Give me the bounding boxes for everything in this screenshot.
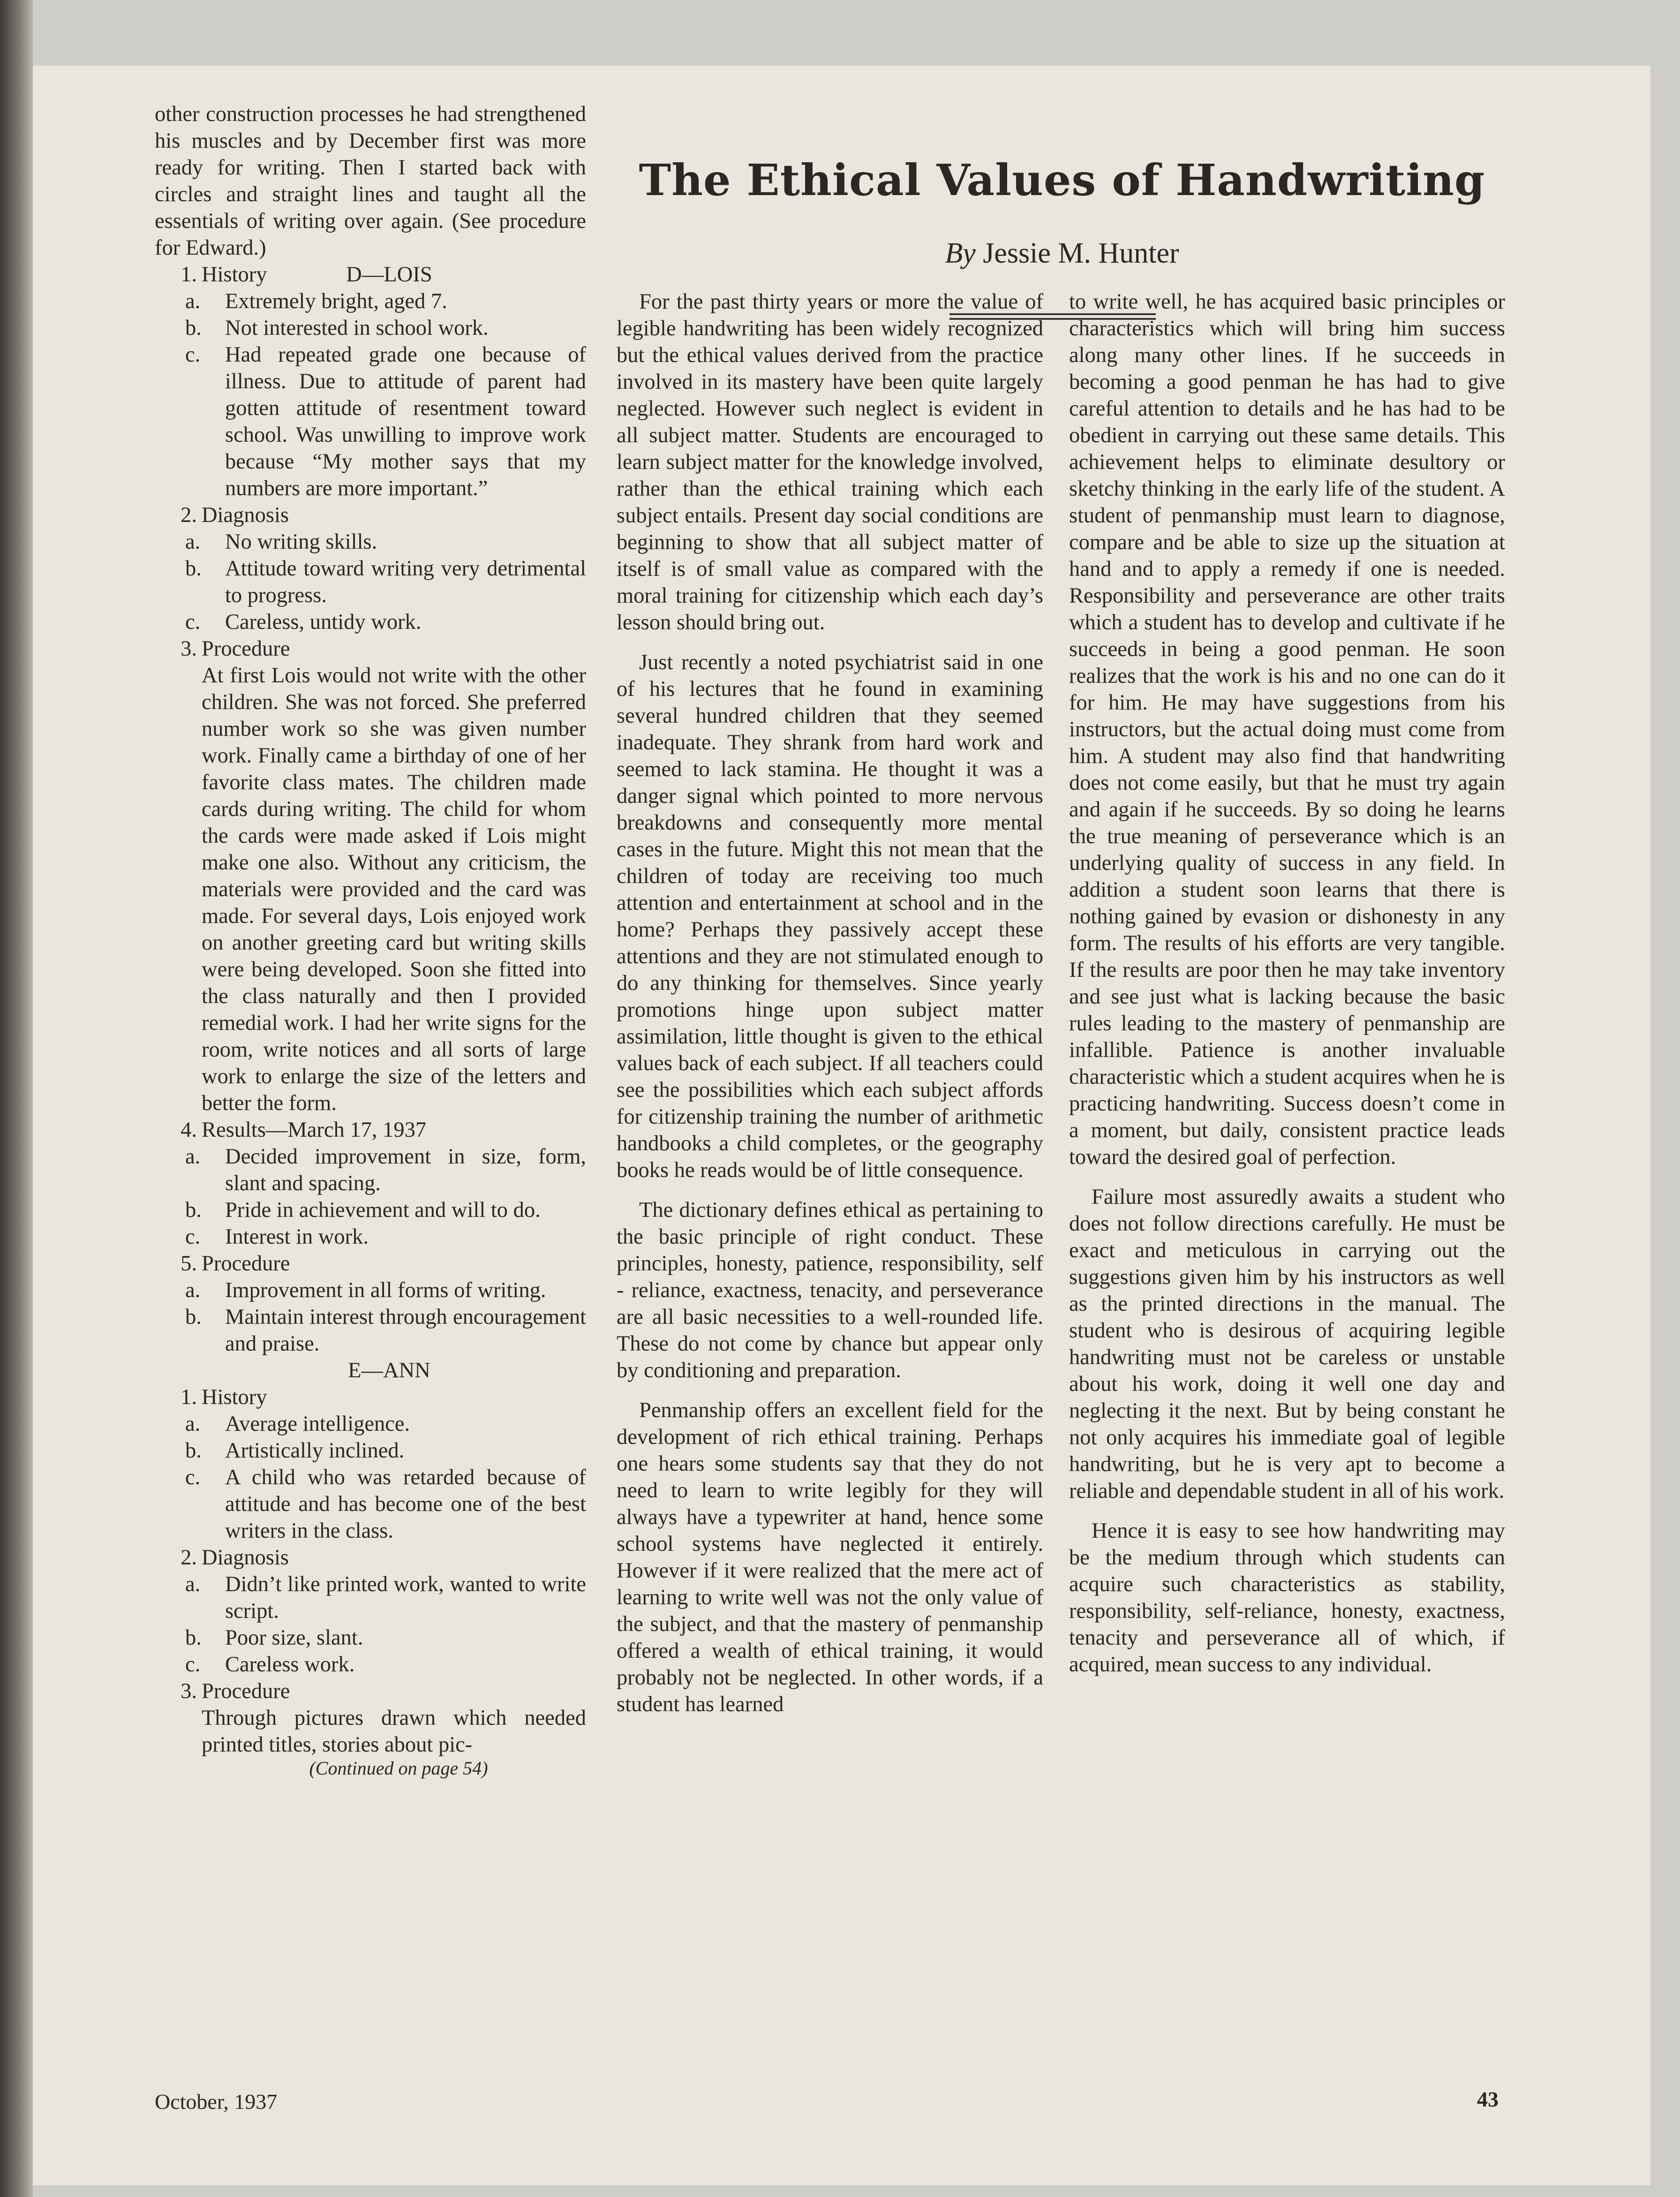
paragraph: The dictionary defines ethical as pertaining to the basic principle of right conduct. These principles, honesty, patience, responsibility, self - reliance, exactness, tenacity, and perseverance are all basic necessities to a well-rounded life. These do not come by chance but appear only by conditioning and preparation. (617, 1198, 1043, 1382)
case-d-diagnosis: 2. Diagnosis (181, 503, 289, 527)
byline-by: By (945, 237, 976, 269)
case-e-diagnosis: 2. Diagnosis (181, 1546, 289, 1570)
case-e-history: 1. History (181, 1385, 267, 1409)
list-item: b. Attitude toward writing very detrimental to progress. (185, 557, 586, 607)
list-item: a. Extremely bright, aged 7. (185, 289, 447, 313)
continued-note: (Continued on page 54) (309, 1758, 488, 1779)
list-item: a. Decided improvement in size, form, slant and spacing. (185, 1145, 586, 1195)
book-spine (0, 0, 33, 2197)
page-number: 43 (1477, 2087, 1499, 2111)
list-item: a. Average intelligence. (185, 1412, 410, 1436)
byline-author: Jessie M. Hunter (983, 237, 1179, 269)
list-item: c. Careless work. (185, 1653, 355, 1676)
paragraph: to write well, he has acquired basic principles or characteristics which will bring him success along many other lines. If he succeeds in becoming a good penman he has had to give careful attention to details and he has had to be obedient in carrying out these same details. This achievement helps to eliminate desultory or sketchy thinking in the early life of the student. A student of penmanship must learn to diagnose, compare and be able to size up the situation at hand and to apply a remedy if one is needed. Responsibility and perseverance are other traits which a student has to develop and cultivate if he succeeds in being a good penman. He soon realizes that the work is his and no one can do it for him. He may have suggestions from his instructors, but the actual doing must come from him. A student may also find that handwriting does not come easily, but that he must try again and again if he succeeds. By so doing he learns the true meaning of perseverance which is an underlying quality of success in any field. In addition a student soon learns that there is nothing gained by evasion or dishonesty in any form. The results of his efforts are very tangible. If the results are poor then he may take inventory and see just what is lacking because the basic rules leading to the mastery of penmanship are infallible. Patience is another invaluable characteristic which a student acquires when he is practicing handwriting. Success doesn’t come in a moment, but daily, consistent practice leads toward the desired goal of perfection. (1069, 290, 1505, 1169)
issue-date: October, 1937 (155, 2090, 278, 2114)
list-item: b. Maintain interest through encouragement and praise. (185, 1305, 586, 1356)
article-title: The Ethical Values of Handwriting (639, 155, 1485, 205)
case-d-procedure: 3. Procedure (181, 637, 290, 661)
paragraph: For the past thirty years or more the value of legible handwriting has been widely recognized but the ethical values derived from the practice involved in its mastery have been quite largely neglected. However such neglect is evident in all subject matter. Students are encouraged to learn subject matter for the knowledge involved, rather than the ethical training which each subject entails. Present day social conditions are beginning to show that all subject matter of itself is of small value as compared with the moral training for citizenship which each day’s lesson should bring out. (617, 290, 1043, 634)
case-e-procedure: 3. Procedure (181, 1679, 290, 1703)
list-item: b. Pride in achievement and will to do. (185, 1198, 541, 1222)
case-e-heading: E—ANN (348, 1359, 430, 1382)
middle-column (617, 288, 1043, 1718)
list-item: b. Artistically inclined. (185, 1439, 405, 1463)
article-byline (631, 237, 1493, 270)
list-item: c. A child who was retarded because of attitude and has become one of the best writers in the class. (185, 1465, 586, 1543)
case-d-heading: D—LOIS (346, 263, 432, 287)
list-item: c. Careless, untidy work. (185, 610, 422, 634)
case-d-results: 4. Results—March 17, 1937 (181, 1118, 427, 1142)
list-item: a. No writing skills. (185, 530, 377, 554)
paragraph: Failure most assuredly awaits a student who does not follow directions carefully. He must be exact and meticulous in carrying out the suggestions given him by his instructors as well as the printed directions in the manual. The student who is desirous of acquiring legible handwriting must not be careless or unstable about his work, doing it well one day and neglecting it the next. But by being constant he not only acquires his immediate goal of legible handwriting, but he is very apt to become a reliable and dependable student in all of his work. (1069, 1185, 1505, 1503)
case-e-procedure-text: Through pictures drawn which needed printed titles, stories about pic- (202, 1706, 586, 1757)
paragraph: Penmanship offers an excellent field for the development of rich ethical training. Perhaps one hears some students say that they do not need to learn to write legibly for they will always have a typewriter at hand, hence some school systems have neglected it entirely. However if it were realized that the mere act of learning to write well was not the only value of the subject, and that the mastery of penmanship offered a wealth of ethical training, it would probably not be neglected. In other words, if a student has learned (617, 1398, 1043, 1716)
right-column (1069, 288, 1505, 1678)
list-item: a. Improvement in all forms of writing. (185, 1278, 546, 1302)
case-d-procedure-text: At first Lois would not write with the other children. She was not forced. She preferred number work so she was given number work. Finally came a birthday of one of her favorite class mates. The children made cards during writing. The child for whom the cards were made asked if Lois might make one also. Without any criticism, the materials were provided and the card was made. For several days, Lois enjoyed work on another greeting card but writing skills were being developed. Soon she fitted into the class naturally and then I provided remedial work. I had her write signs for the room, write notices and all sorts of large work to enlarge the size of the letters and better the form. (202, 664, 586, 1115)
left-column (155, 101, 586, 1779)
list-item: c. Interest in work. (185, 1225, 369, 1249)
list-item: a. Didn’t like printed work, wanted to write script. (185, 1572, 586, 1623)
left-intro-paragraph: other construction processes he had strengthened his muscles and by December first was more ready for writing. Then I started back with circles and straight lines and taught all the essentials of writing over again. (See procedure for Edward.) (155, 102, 586, 260)
list-item: b. Not interested in school work. (185, 316, 489, 340)
list-item: b. Poor size, slant. (185, 1626, 363, 1650)
paragraph: Hence it is easy to see how handwriting may be the medium through which students can acquire such characteristics as stability, responsibility, self-reliance, honesty, exactness, tenacity and perseverance all of which, if acquired, mean success to any individual. (1069, 1519, 1505, 1676)
paragraph: Just recently a noted psychiatrist said in one of his lectures that he found in examining several hundred children that they seemed inadequate. They shrank from hard work and seemed to lack stamina. He thought it was a danger signal which pointed to more nervous breakdowns and consequently more mental cases in the future. Might this not mean that the children of today are receiving too much attention and entertainment at school and in the home? Perhaps they passively accept these attentions and they are not stimulated enough to do any thinking for themselves. Since yearly promotions hinge upon subject matter assimilation, little thought is given to the ethical values back of each subject. If all teachers could see the possibilities which each subject affords for citizenship training the number of arithmetic handbooks a child completes, or the geography books he reads would be of little consequence. (617, 650, 1043, 1182)
case-d-procedure-2: 5. Procedure (181, 1252, 290, 1276)
list-item: c. Had repeated grade one because of illness. Due to attitude of parent had gotten attitude of resentment toward school. Was unwilling to improve work because “My mother says that my numbers are more important.” (185, 343, 586, 500)
case-d-history: 1. History (181, 263, 267, 287)
